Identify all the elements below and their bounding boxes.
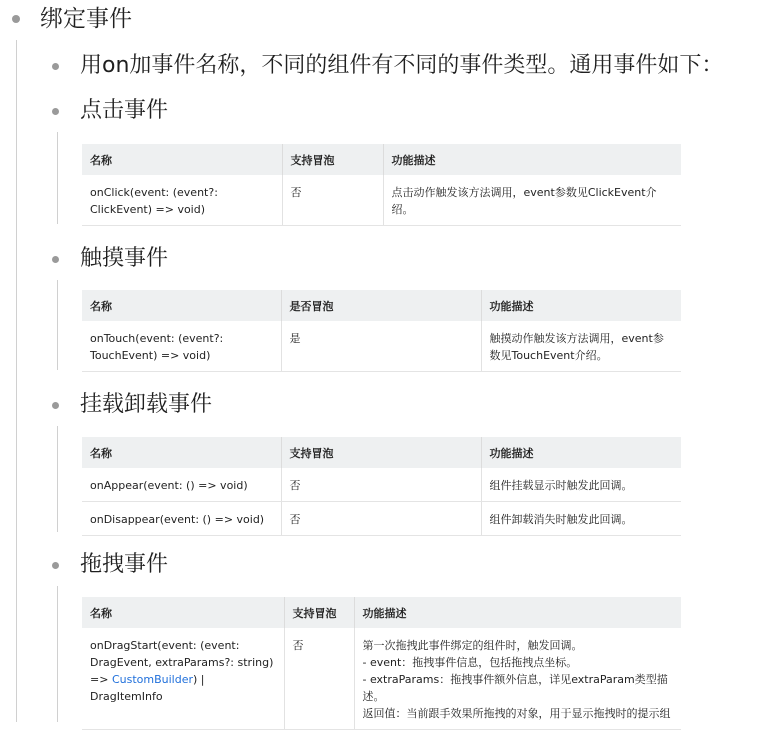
bullet-icon (12, 15, 20, 23)
section-guide-line (57, 426, 58, 532)
description-line: 返回值：当前跟手效果所拖拽的对象，用于显示拖拽时的提示组 (362, 707, 671, 720)
event-name-cell (82, 628, 284, 730)
drag-event-table (82, 597, 681, 730)
bubble-cell: 否 (281, 502, 481, 536)
column-header-description: 功能描述 (354, 597, 681, 628)
bubble-cell: 否 (281, 468, 481, 502)
table-row (82, 175, 681, 226)
event-name-cell: onTouch(event: (event?: TouchEvent) => void) (82, 321, 281, 372)
event-name-cell: onAppear(event: () => void) (82, 468, 281, 502)
column-header-name: 名称 (82, 144, 282, 175)
description-line: - event：拖拽事件信息，包括拖拽点坐标。 (362, 656, 578, 669)
column-header-description: 功能描述 (481, 290, 681, 321)
event-name-cell: onClick(event: (event?: ClickEvent) => void) (82, 175, 282, 226)
intro-text: 用on加事件名称，不同的组件有不同的事件类型。通用事件如下： (80, 53, 724, 78)
bullet-icon (52, 63, 59, 70)
description-line: 第一次拖拽此事件绑定的组件时，触发回调。 (362, 639, 583, 652)
column-header-bubble: 支持冒泡 (284, 597, 354, 628)
section-title-click: 点击事件 (80, 98, 169, 123)
column-header-name: 名称 (82, 290, 281, 321)
click-event-table (82, 144, 681, 226)
column-header-description: 功能描述 (481, 437, 681, 468)
section-title-drag: 拖拽事件 (80, 552, 169, 577)
column-header-name: 名称 (82, 597, 284, 628)
column-header-bubble: 支持冒泡 (281, 437, 481, 468)
bubble-cell: 否 (282, 175, 383, 226)
bubble-cell: 否 (284, 628, 354, 730)
description-cell: 组件卸载消失时触发此回调。 (481, 502, 681, 536)
column-header-name: 名称 (82, 437, 281, 468)
page-heading: 绑定事件 (40, 6, 132, 32)
section-guide-line (57, 586, 58, 722)
section-guide-line (57, 132, 58, 224)
description-cell: 点击动作触发该方法调用，event参数见ClickEvent介绍。 (383, 175, 681, 226)
column-header-bubble: 支持冒泡 (282, 144, 383, 175)
table-row (82, 321, 681, 372)
event-signature-suffix: ) | DragItemInfo (90, 673, 205, 703)
section-guide-line (57, 280, 58, 370)
table-row (82, 468, 681, 502)
nested-list-guide-line (16, 40, 17, 722)
bullet-icon (52, 562, 59, 569)
mount-event-table (82, 437, 681, 536)
event-name-cell: onDisappear(event: () => void) (82, 502, 281, 536)
bullet-icon (52, 402, 59, 409)
description-cell (354, 628, 681, 730)
section-title-touch: 触摸事件 (80, 246, 169, 271)
column-header-description: 功能描述 (383, 144, 681, 175)
bullet-icon (52, 108, 59, 115)
event-signature-text: onDragStart(event: (event: DragEvent, extraParams?: string) => (90, 639, 274, 686)
bubble-cell: 是 (281, 321, 481, 372)
custom-builder-link[interactable]: CustomBuilder (111, 673, 193, 686)
bullet-icon (52, 256, 59, 263)
table-row (82, 502, 681, 536)
table-row (82, 628, 681, 730)
description-cell: 触摸动作触发该方法调用，event参数见TouchEvent介绍。 (481, 321, 681, 372)
section-title-mount: 挂载卸载事件 (80, 392, 213, 417)
description-line: - extraParams：拖拽事件额外信息，详见extraParam类型描述。 (362, 673, 668, 703)
description-cell: 组件挂载显示时触发此回调。 (481, 468, 681, 502)
column-header-bubble: 是否冒泡 (281, 290, 481, 321)
touch-event-table (82, 290, 681, 372)
